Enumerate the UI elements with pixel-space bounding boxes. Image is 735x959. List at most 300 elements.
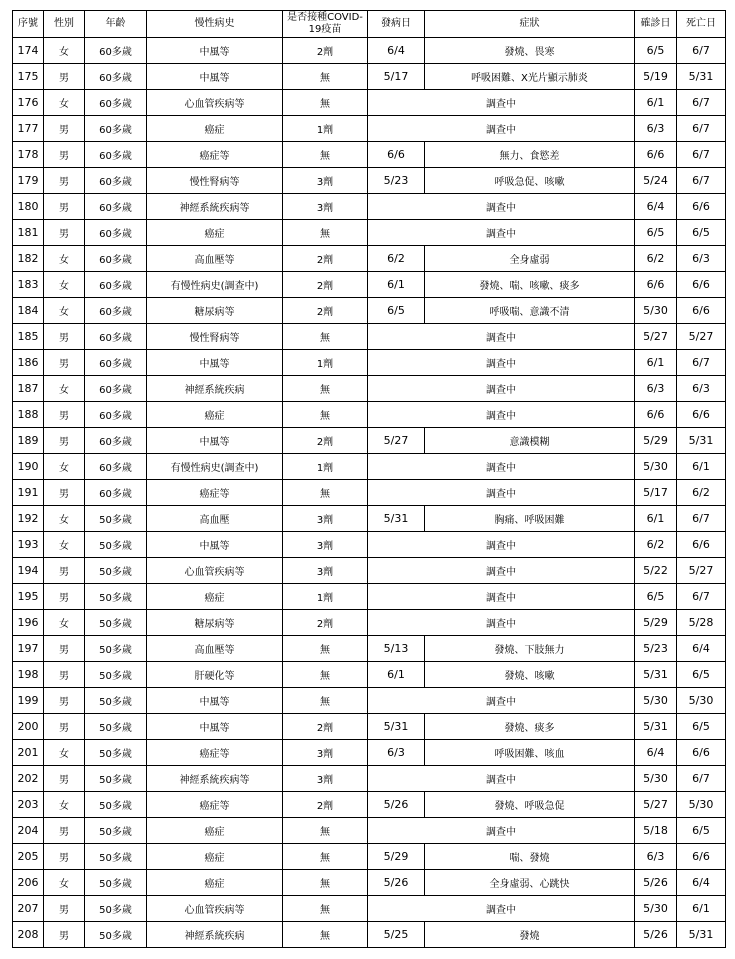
cell-symptoms: 呼吸困難、X光片顯示肺炎 [425, 64, 635, 90]
cell-confirmed-date: 6/2 [635, 246, 677, 272]
cell-id: 180 [13, 194, 44, 220]
table-row [13, 688, 726, 714]
cell-age: 60多歲 [85, 220, 147, 246]
cell-vaccine: 無 [283, 636, 368, 662]
cell-id: 207 [13, 896, 44, 922]
cell-id: 184 [13, 298, 44, 324]
cell-id: 201 [13, 740, 44, 766]
cell-symptoms: 調查中 [368, 324, 635, 350]
cell-onset-date: 6/5 [368, 298, 425, 324]
table-row [13, 506, 726, 532]
cell-confirmed-date: 6/6 [635, 272, 677, 298]
cell-symptoms: 調查中 [368, 532, 635, 558]
table-row [13, 298, 726, 324]
cell-vaccine: 無 [283, 870, 368, 896]
cell-vaccine: 2劑 [283, 298, 368, 324]
cell-onset-date: 5/29 [368, 844, 425, 870]
cell-death-date: 5/31 [677, 64, 726, 90]
cell-age: 50多歲 [85, 532, 147, 558]
cell-symptoms: 調查中 [368, 454, 635, 480]
cell-confirmed-date: 5/17 [635, 480, 677, 506]
death-case-table [12, 10, 726, 948]
cell-onset-date: 6/3 [368, 740, 425, 766]
cell-id: 208 [13, 922, 44, 948]
table-row [13, 532, 726, 558]
table-row [13, 896, 726, 922]
table-row [13, 922, 726, 948]
cell-confirmed-date: 6/3 [635, 844, 677, 870]
table-body [13, 38, 726, 948]
cell-death-date: 6/7 [677, 350, 726, 376]
cell-age: 60多歲 [85, 142, 147, 168]
cell-age: 50多歲 [85, 558, 147, 584]
cell-symptoms: 調查中 [368, 610, 635, 636]
cell-vaccine: 3劑 [283, 194, 368, 220]
cell-chronic-history: 有慢性病史(調查中) [147, 454, 283, 480]
cell-symptoms: 調查中 [368, 896, 635, 922]
cell-vaccine: 3劑 [283, 168, 368, 194]
cell-onset-date: 6/6 [368, 142, 425, 168]
cell-confirmed-date: 5/30 [635, 688, 677, 714]
cell-death-date: 6/1 [677, 454, 726, 480]
cell-confirmed-date: 5/18 [635, 818, 677, 844]
cell-confirmed-date: 5/26 [635, 870, 677, 896]
cell-confirmed-date: 6/5 [635, 220, 677, 246]
cell-onset-date: 5/17 [368, 64, 425, 90]
cell-id: 203 [13, 792, 44, 818]
cell-chronic-history: 慢性腎病等 [147, 324, 283, 350]
cell-symptoms: 調查中 [368, 818, 635, 844]
cell-confirmed-date: 5/31 [635, 714, 677, 740]
cell-vaccine: 1劑 [283, 454, 368, 480]
cell-id: 189 [13, 428, 44, 454]
cell-chronic-history: 癌症等 [147, 792, 283, 818]
cell-sex: 男 [44, 896, 85, 922]
cell-death-date: 5/31 [677, 428, 726, 454]
cell-sex: 女 [44, 38, 85, 64]
cell-chronic-history: 有慢性病史(調查中) [147, 272, 283, 298]
cell-symptoms: 發燒 [425, 922, 635, 948]
header-sex: 性別 [44, 11, 85, 38]
cell-chronic-history: 癌症等 [147, 142, 283, 168]
cell-symptoms: 喘、發燒 [425, 844, 635, 870]
cell-age: 60多歲 [85, 116, 147, 142]
cell-id: 205 [13, 844, 44, 870]
cell-id: 186 [13, 350, 44, 376]
cell-death-date: 6/1 [677, 896, 726, 922]
cell-age: 50多歲 [85, 818, 147, 844]
cell-vaccine: 無 [283, 688, 368, 714]
cell-confirmed-date: 5/30 [635, 454, 677, 480]
cell-death-date: 6/4 [677, 870, 726, 896]
table-row [13, 402, 726, 428]
cell-sex: 男 [44, 844, 85, 870]
cell-confirmed-date: 6/5 [635, 38, 677, 64]
cell-death-date: 6/7 [677, 506, 726, 532]
cell-vaccine: 無 [283, 844, 368, 870]
cell-chronic-history: 癌症 [147, 844, 283, 870]
cell-vaccine: 無 [283, 818, 368, 844]
cell-sex: 女 [44, 610, 85, 636]
cell-death-date: 6/7 [677, 766, 726, 792]
cell-age: 60多歲 [85, 324, 147, 350]
cell-sex: 女 [44, 740, 85, 766]
cell-onset-date: 6/2 [368, 246, 425, 272]
cell-symptoms: 調查中 [368, 376, 635, 402]
cell-death-date: 5/30 [677, 688, 726, 714]
cell-chronic-history: 糖尿病等 [147, 298, 283, 324]
cell-vaccine: 2劑 [283, 246, 368, 272]
cell-confirmed-date: 6/3 [635, 116, 677, 142]
cell-confirmed-date: 6/4 [635, 194, 677, 220]
cell-vaccine: 1劑 [283, 116, 368, 142]
cell-id: 200 [13, 714, 44, 740]
cell-age: 60多歲 [85, 350, 147, 376]
cell-id: 199 [13, 688, 44, 714]
cell-death-date: 6/5 [677, 714, 726, 740]
table-row [13, 220, 726, 246]
cell-id: 191 [13, 480, 44, 506]
cell-death-date: 6/6 [677, 272, 726, 298]
cell-death-date: 6/6 [677, 740, 726, 766]
table-row [13, 64, 726, 90]
cell-symptoms: 發燒、咳嗽 [425, 662, 635, 688]
cell-death-date: 5/28 [677, 610, 726, 636]
cell-sex: 男 [44, 116, 85, 142]
cell-sex: 男 [44, 636, 85, 662]
cell-confirmed-date: 5/23 [635, 636, 677, 662]
cell-id: 185 [13, 324, 44, 350]
cell-onset-date: 6/1 [368, 272, 425, 298]
cell-chronic-history: 中風等 [147, 532, 283, 558]
cell-symptoms: 調查中 [368, 688, 635, 714]
table-row [13, 714, 726, 740]
cell-sex: 男 [44, 922, 85, 948]
table-row [13, 428, 726, 454]
cell-vaccine: 2劑 [283, 610, 368, 636]
table-row [13, 740, 726, 766]
cell-confirmed-date: 5/24 [635, 168, 677, 194]
cell-confirmed-date: 5/31 [635, 662, 677, 688]
cell-symptoms: 胸痛、呼吸困難 [425, 506, 635, 532]
cell-sex: 女 [44, 272, 85, 298]
cell-id: 178 [13, 142, 44, 168]
table-row [13, 350, 726, 376]
cell-chronic-history: 糖尿病等 [147, 610, 283, 636]
cell-vaccine: 2劑 [283, 428, 368, 454]
cell-id: 192 [13, 506, 44, 532]
cell-vaccine: 2劑 [283, 38, 368, 64]
cell-onset-date: 5/31 [368, 714, 425, 740]
cell-sex: 男 [44, 64, 85, 90]
cell-sex: 女 [44, 246, 85, 272]
cell-onset-date: 5/26 [368, 870, 425, 896]
cell-vaccine: 3劑 [283, 532, 368, 558]
cell-vaccine: 無 [283, 402, 368, 428]
cell-vaccine: 3劑 [283, 506, 368, 532]
cell-vaccine: 3劑 [283, 740, 368, 766]
cell-age: 60多歲 [85, 272, 147, 298]
table-row [13, 636, 726, 662]
header-chronic-history: 慢性病史 [147, 11, 283, 38]
cell-symptoms: 調查中 [368, 766, 635, 792]
cell-confirmed-date: 6/4 [635, 740, 677, 766]
cell-death-date: 6/7 [677, 116, 726, 142]
cell-chronic-history: 神經系統疾病等 [147, 766, 283, 792]
cell-symptoms: 調查中 [368, 480, 635, 506]
cell-sex: 男 [44, 402, 85, 428]
cell-sex: 女 [44, 792, 85, 818]
cell-vaccine: 無 [283, 142, 368, 168]
cell-age: 60多歲 [85, 454, 147, 480]
cell-id: 179 [13, 168, 44, 194]
table-row [13, 116, 726, 142]
cell-vaccine: 無 [283, 90, 368, 116]
cell-death-date: 6/6 [677, 844, 726, 870]
cell-sex: 男 [44, 766, 85, 792]
cell-confirmed-date: 5/30 [635, 298, 677, 324]
table-row [13, 610, 726, 636]
cell-sex: 男 [44, 480, 85, 506]
cell-sex: 男 [44, 142, 85, 168]
header-age: 年齡 [85, 11, 147, 38]
cell-death-date: 6/6 [677, 402, 726, 428]
cell-sex: 男 [44, 428, 85, 454]
cell-death-date: 6/7 [677, 38, 726, 64]
cell-id: 206 [13, 870, 44, 896]
cell-death-date: 5/31 [677, 922, 726, 948]
cell-vaccine: 無 [283, 64, 368, 90]
cell-symptoms: 調查中 [368, 116, 635, 142]
cell-vaccine: 無 [283, 324, 368, 350]
cell-confirmed-date: 5/29 [635, 610, 677, 636]
cell-chronic-history: 神經系統疾病 [147, 922, 283, 948]
cell-chronic-history: 中風等 [147, 428, 283, 454]
cell-age: 50多歲 [85, 740, 147, 766]
cell-id: 193 [13, 532, 44, 558]
cell-confirmed-date: 5/30 [635, 766, 677, 792]
cell-chronic-history: 神經系統疾病 [147, 376, 283, 402]
cell-vaccine: 無 [283, 376, 368, 402]
cell-death-date: 5/27 [677, 558, 726, 584]
table-row [13, 662, 726, 688]
cell-sex: 男 [44, 558, 85, 584]
cell-symptoms: 全身虛弱、心跳快 [425, 870, 635, 896]
table-row [13, 792, 726, 818]
cell-age: 60多歲 [85, 194, 147, 220]
cell-chronic-history: 高血壓 [147, 506, 283, 532]
cell-chronic-history: 癌症 [147, 116, 283, 142]
table-row [13, 194, 726, 220]
cell-age: 50多歲 [85, 922, 147, 948]
cell-chronic-history: 神經系統疾病等 [147, 194, 283, 220]
cell-chronic-history: 慢性腎病等 [147, 168, 283, 194]
cell-confirmed-date: 6/1 [635, 90, 677, 116]
cell-symptoms: 呼吸困難、咳血 [425, 740, 635, 766]
cell-id: 195 [13, 584, 44, 610]
cell-chronic-history: 心血管疾病等 [147, 896, 283, 922]
cell-chronic-history: 癌症 [147, 402, 283, 428]
cell-id: 204 [13, 818, 44, 844]
cell-id: 198 [13, 662, 44, 688]
cell-age: 60多歲 [85, 90, 147, 116]
cell-confirmed-date: 5/27 [635, 324, 677, 350]
cell-sex: 女 [44, 870, 85, 896]
table-row [13, 376, 726, 402]
cell-confirmed-date: 6/1 [635, 506, 677, 532]
cell-sex: 女 [44, 90, 85, 116]
cell-confirmed-date: 6/3 [635, 376, 677, 402]
cell-symptoms: 調查中 [368, 194, 635, 220]
cell-age: 60多歲 [85, 38, 147, 64]
cell-symptoms: 發燒、喘、咳嗽、痰多 [425, 272, 635, 298]
cell-symptoms: 調查中 [368, 90, 635, 116]
cell-id: 181 [13, 220, 44, 246]
cell-onset-date: 5/25 [368, 922, 425, 948]
cell-death-date: 6/5 [677, 818, 726, 844]
cell-id: 176 [13, 90, 44, 116]
cell-id: 187 [13, 376, 44, 402]
cell-sex: 女 [44, 506, 85, 532]
cell-age: 50多歲 [85, 896, 147, 922]
cell-id: 194 [13, 558, 44, 584]
cell-onset-date: 5/31 [368, 506, 425, 532]
cell-age: 60多歲 [85, 168, 147, 194]
cell-sex: 女 [44, 532, 85, 558]
cell-symptoms: 全身虛弱 [425, 246, 635, 272]
cell-confirmed-date: 5/19 [635, 64, 677, 90]
cell-confirmed-date: 5/29 [635, 428, 677, 454]
death-case-table-container [12, 10, 726, 948]
cell-chronic-history: 中風等 [147, 38, 283, 64]
table-row [13, 558, 726, 584]
cell-id: 202 [13, 766, 44, 792]
cell-sex: 男 [44, 324, 85, 350]
header-confirmed-date: 確診日 [635, 11, 677, 38]
cell-sex: 男 [44, 194, 85, 220]
cell-age: 50多歲 [85, 870, 147, 896]
cell-chronic-history: 癌症 [147, 870, 283, 896]
cell-sex: 女 [44, 454, 85, 480]
cell-symptoms: 調查中 [368, 220, 635, 246]
cell-onset-date: 6/1 [368, 662, 425, 688]
cell-vaccine: 無 [283, 896, 368, 922]
table-row [13, 324, 726, 350]
cell-chronic-history: 癌症 [147, 584, 283, 610]
cell-age: 50多歲 [85, 844, 147, 870]
table-row [13, 272, 726, 298]
cell-vaccine: 3劑 [283, 558, 368, 584]
cell-id: 197 [13, 636, 44, 662]
cell-symptoms: 發燒、下肢無力 [425, 636, 635, 662]
cell-id: 183 [13, 272, 44, 298]
table-row [13, 90, 726, 116]
header-row [13, 11, 726, 38]
cell-death-date: 6/2 [677, 480, 726, 506]
cell-sex: 男 [44, 818, 85, 844]
cell-sex: 女 [44, 376, 85, 402]
cell-death-date: 6/3 [677, 376, 726, 402]
cell-age: 50多歲 [85, 610, 147, 636]
cell-vaccine: 1劑 [283, 584, 368, 610]
cell-death-date: 6/7 [677, 142, 726, 168]
cell-death-date: 6/5 [677, 220, 726, 246]
cell-confirmed-date: 5/30 [635, 896, 677, 922]
cell-death-date: 6/6 [677, 532, 726, 558]
cell-vaccine: 3劑 [283, 766, 368, 792]
cell-age: 50多歲 [85, 662, 147, 688]
cell-age: 50多歲 [85, 506, 147, 532]
cell-chronic-history: 中風等 [147, 350, 283, 376]
cell-confirmed-date: 6/6 [635, 402, 677, 428]
cell-id: 177 [13, 116, 44, 142]
cell-onset-date: 5/23 [368, 168, 425, 194]
cell-sex: 女 [44, 298, 85, 324]
cell-death-date: 6/7 [677, 584, 726, 610]
cell-symptoms: 發燒、畏寒 [425, 38, 635, 64]
cell-death-date: 6/4 [677, 636, 726, 662]
cell-id: 188 [13, 402, 44, 428]
cell-age: 50多歲 [85, 792, 147, 818]
cell-symptoms: 無力、食慾差 [425, 142, 635, 168]
cell-age: 50多歲 [85, 714, 147, 740]
cell-symptoms: 調查中 [368, 584, 635, 610]
table-row [13, 168, 726, 194]
cell-age: 60多歲 [85, 402, 147, 428]
cell-age: 60多歲 [85, 428, 147, 454]
cell-age: 50多歲 [85, 766, 147, 792]
cell-sex: 男 [44, 168, 85, 194]
header-onset-date: 發病日 [368, 11, 425, 38]
cell-chronic-history: 心血管疾病等 [147, 90, 283, 116]
cell-symptoms: 呼吸喘、意識不清 [425, 298, 635, 324]
cell-confirmed-date: 6/5 [635, 584, 677, 610]
cell-confirmed-date: 5/22 [635, 558, 677, 584]
cell-chronic-history: 中風等 [147, 64, 283, 90]
cell-chronic-history: 高血壓等 [147, 246, 283, 272]
cell-symptoms: 意識模糊 [425, 428, 635, 454]
cell-id: 174 [13, 38, 44, 64]
cell-id: 182 [13, 246, 44, 272]
cell-symptoms: 調查中 [368, 350, 635, 376]
cell-onset-date: 5/13 [368, 636, 425, 662]
cell-death-date: 6/5 [677, 662, 726, 688]
cell-chronic-history: 心血管疾病等 [147, 558, 283, 584]
table-row [13, 844, 726, 870]
cell-onset-date: 5/27 [368, 428, 425, 454]
cell-sex: 男 [44, 220, 85, 246]
cell-chronic-history: 高血壓等 [147, 636, 283, 662]
cell-sex: 男 [44, 714, 85, 740]
cell-sex: 男 [44, 584, 85, 610]
cell-chronic-history: 中風等 [147, 714, 283, 740]
cell-death-date: 5/30 [677, 792, 726, 818]
cell-sex: 男 [44, 662, 85, 688]
cell-symptoms: 呼吸急促、咳嗽 [425, 168, 635, 194]
cell-age: 60多歲 [85, 64, 147, 90]
cell-chronic-history: 癌症等 [147, 740, 283, 766]
cell-id: 190 [13, 454, 44, 480]
cell-confirmed-date: 6/6 [635, 142, 677, 168]
cell-age: 50多歲 [85, 688, 147, 714]
cell-age: 60多歲 [85, 246, 147, 272]
cell-vaccine: 無 [283, 922, 368, 948]
cell-age: 60多歲 [85, 376, 147, 402]
cell-confirmed-date: 5/26 [635, 922, 677, 948]
cell-sex: 男 [44, 688, 85, 714]
cell-id: 175 [13, 64, 44, 90]
cell-vaccine: 2劑 [283, 714, 368, 740]
